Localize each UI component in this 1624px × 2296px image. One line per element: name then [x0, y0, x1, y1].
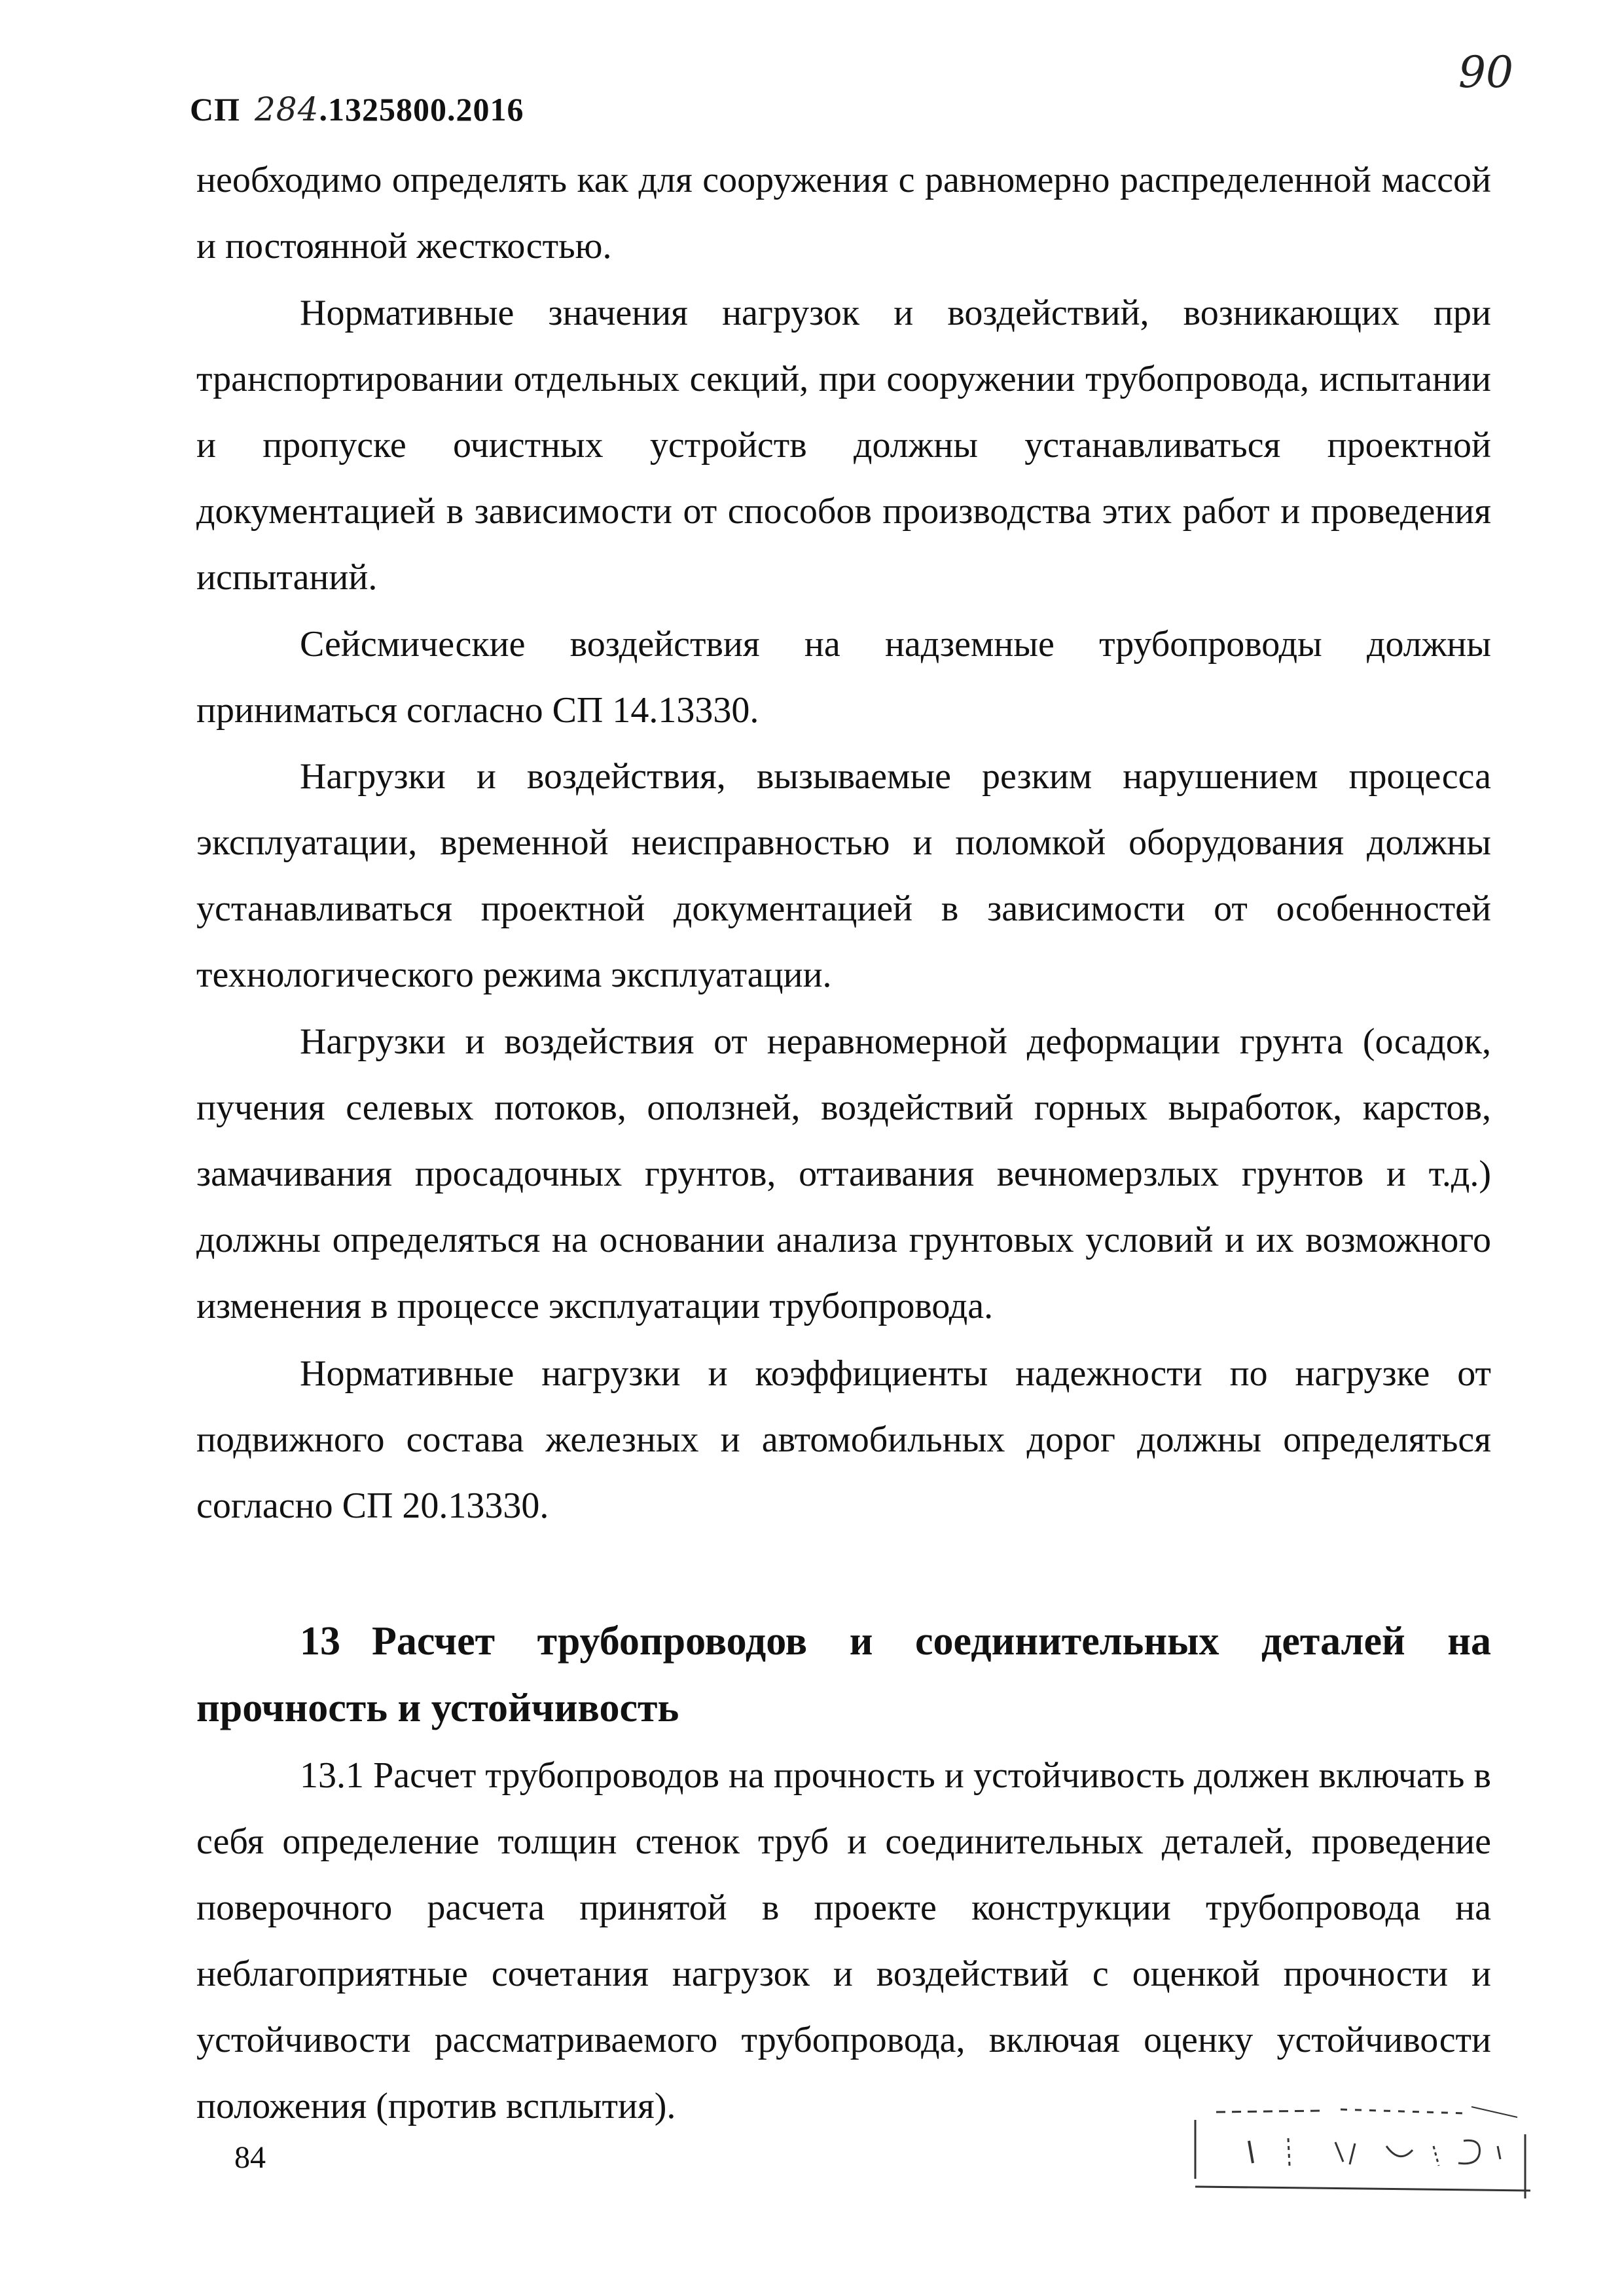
paragraph-rolling-stock: Нормативные нагрузки и коэффициенты надежности по нагрузке от подвижного состава железных и автомобильных дорог должны определяться согласно СП 20.13330.	[196, 1353, 1491, 1526]
section-heading	[196, 1608, 1491, 1741]
section-title: Расчет трубопроводов и соединительных деталей на прочность и устойчивость	[196, 1619, 1491, 1730]
page-number: 84	[234, 2140, 266, 2175]
clause-13-1: 13.1 Расчет трубопроводов на прочность и устойчивость должен включать в себя определение толщин стенок труб и соединительных деталей, проведение поверочного расчета принятой в проекте конструкции трубопровода на неблагоприятные сочетания нагрузок и воздействий с оценкой прочности и устойчивости рассматриваемого трубопровода, включая оценку устойчивости положения (против всплытия).	[196, 1755, 1491, 2126]
paragraph-soil-deformation: Нагрузки и воздействия от неравномерной деформации грунта (осадок, пучения селевых потоков, оползней, воздействий горных выработок, карстов, замачивания просадочных грунтов, оттаивания вечномерзлых грунтов и т.д.) должны определяться на основании анализа грунтовых условий и их возможного изменения в процессе эксплуатации трубопровода.	[196, 1021, 1491, 1326]
paragraph-continuation: необходимо определять как для сооружения с равномерно распределенной массой и постоянной жесткостью.	[196, 160, 1491, 266]
paragraph-seismic: Сейсмические воздействия на надземные трубопроводы должны приниматься согласно СП 14.13330.	[196, 624, 1491, 731]
section-number: 13	[300, 1619, 340, 1664]
code-suffix: .1325800.2016	[319, 91, 524, 128]
handwritten-page-number: 90	[1458, 47, 1513, 98]
paragraph-process-disruption: Нагрузки и воздействия, вызываемые резким нарушением процесса эксплуатации, временной неисправностью и поломкой оборудования должны устанавливаться проектной документацией в зависимости от особенностей технологического режима эксплуатации.	[196, 756, 1491, 995]
stamp-mark	[1190, 2100, 1537, 2198]
document-code	[190, 90, 524, 128]
handwritten-code-number: 284	[255, 90, 319, 128]
code-prefix: СП	[190, 91, 240, 128]
paragraph-normative-values: Нормативные значения нагрузок и воздействий, возникающих при транспортировании отдельных секций, при сооружении трубопровода, испытании и пропуске очистных устройств должны устанавливаться проектной документацией в зависимости от способов производства этих работ и проведения испытаний.	[196, 293, 1491, 598]
